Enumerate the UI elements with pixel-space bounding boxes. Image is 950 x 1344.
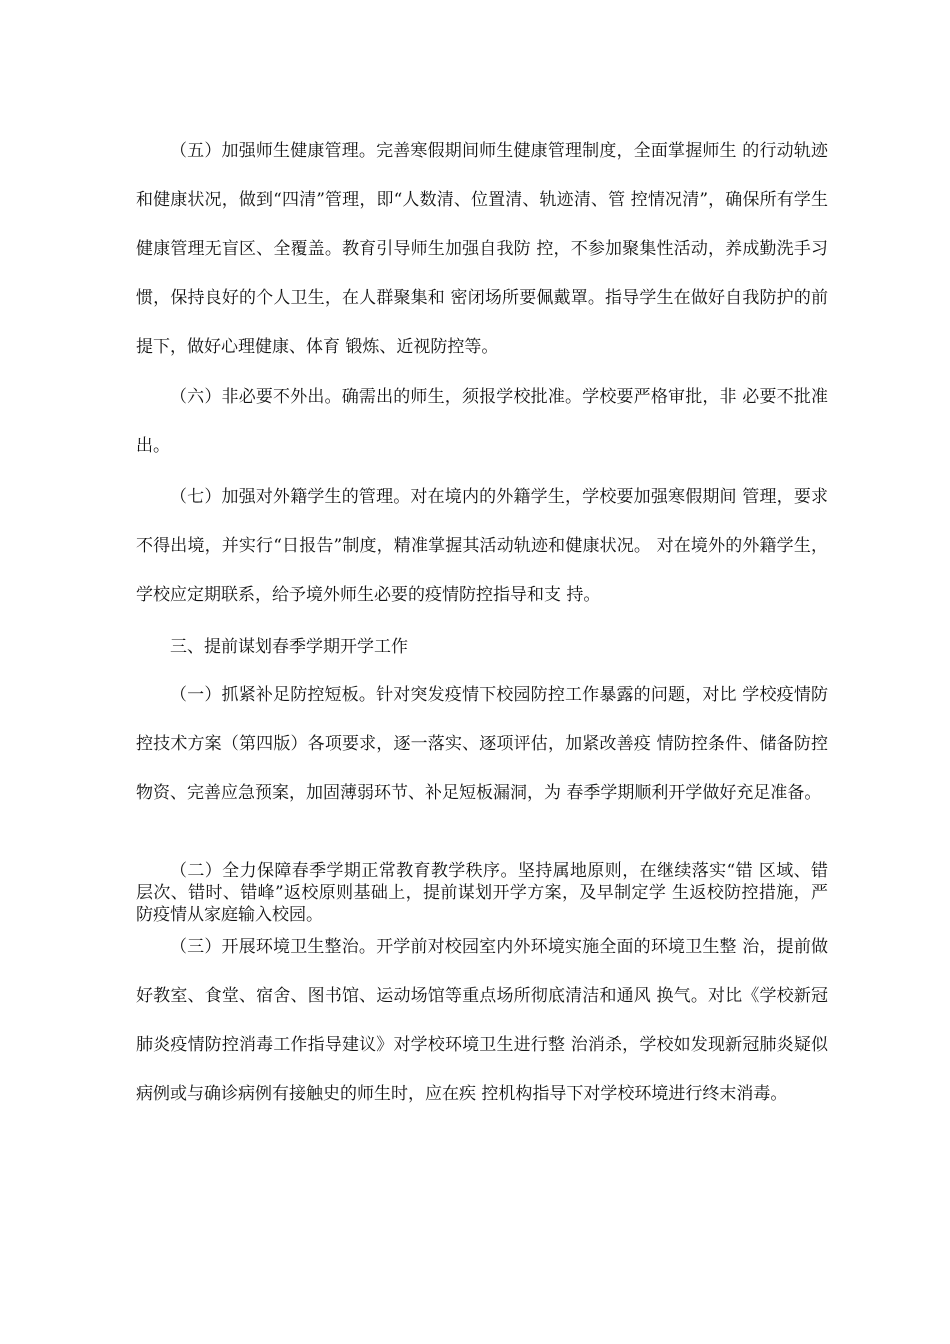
paragraph-no-unnecessary-outings: （六）非必要不外出。确需出的师生，须报学校批准。学校要严格审批，非 必要不批准出。 [136, 387, 828, 456]
paragraph-teaching-order: （二）全力保障春季学期正常教育教学秩序。坚持属地原则，在继续落实“错 区域、错层次、错时、错峰”返校原则基础上，提前谋划开学方案，及早制定学 生返校防控措施，严防疫情从家庭输入校园。 [136, 861, 828, 925]
paragraph-health-management: （五）加强师生健康管理。完善寒假期间师生健康管理制度，全面掌握师生 的行动轨迹和健康状况，做到“四清”管理，即“人数清、位置清、轨迹清、管 控情况清”，确保所有学生健康管理无盲区、全覆盖。教育引导师生加强自我防 控，不参加聚集性活动，养成勤洗手习惯，保持良好的个人卫生，在人群聚集和 密闭场所要佩戴罩。指导学生在做好自我防护的前提下，做好心理健康、体育 锻炼、近视防控等。 [136, 141, 828, 357]
paragraph-environmental-sanitation: （三）开展环境卫生整治。开学前对校园室内外环境实施全面的环境卫生整 治，提前做好教室、食堂、宿舍、图书馆、运动场馆等重点场所彻底清洁和通风 换气。对比《学校新冠肺炎疫情防控消毒工作指导建议》对学校环境卫生进行整 治消杀，学校如发现新冠肺炎疑似病例或与确诊病例有接触史的师生时，应在疾 控机构指导下对学校环境进行终末消毒。 [136, 937, 828, 1104]
paragraph-foreign-students: （七）加强对外籍学生的管理。对在境内的外籍学生，学校要加强寒假期间 管理，要求不得出境，并实行“日报告”制度，精准掌握其活动轨迹和健康状况。 对在境外的外籍学生，学校应定期联系，给予境外师生必要的疫情防控指导和支 持。 [136, 487, 828, 605]
paragraph-prevention-gaps: （一）抓紧补足防控短板。针对突发疫情下校园防控工作暴露的问题，对比 学校疫情防控技术方案（第四版）各项要求，逐一落实、逐项评估，加紧改善疫 情防控条件、储备防控物资、完善应急预案，加固薄弱环节、补足短板漏洞，为 春季学期顺利开学做好充足准备。 [136, 685, 828, 803]
section-heading-spring-semester: 三、提前谋划春季学期开学工作 [170, 637, 408, 657]
